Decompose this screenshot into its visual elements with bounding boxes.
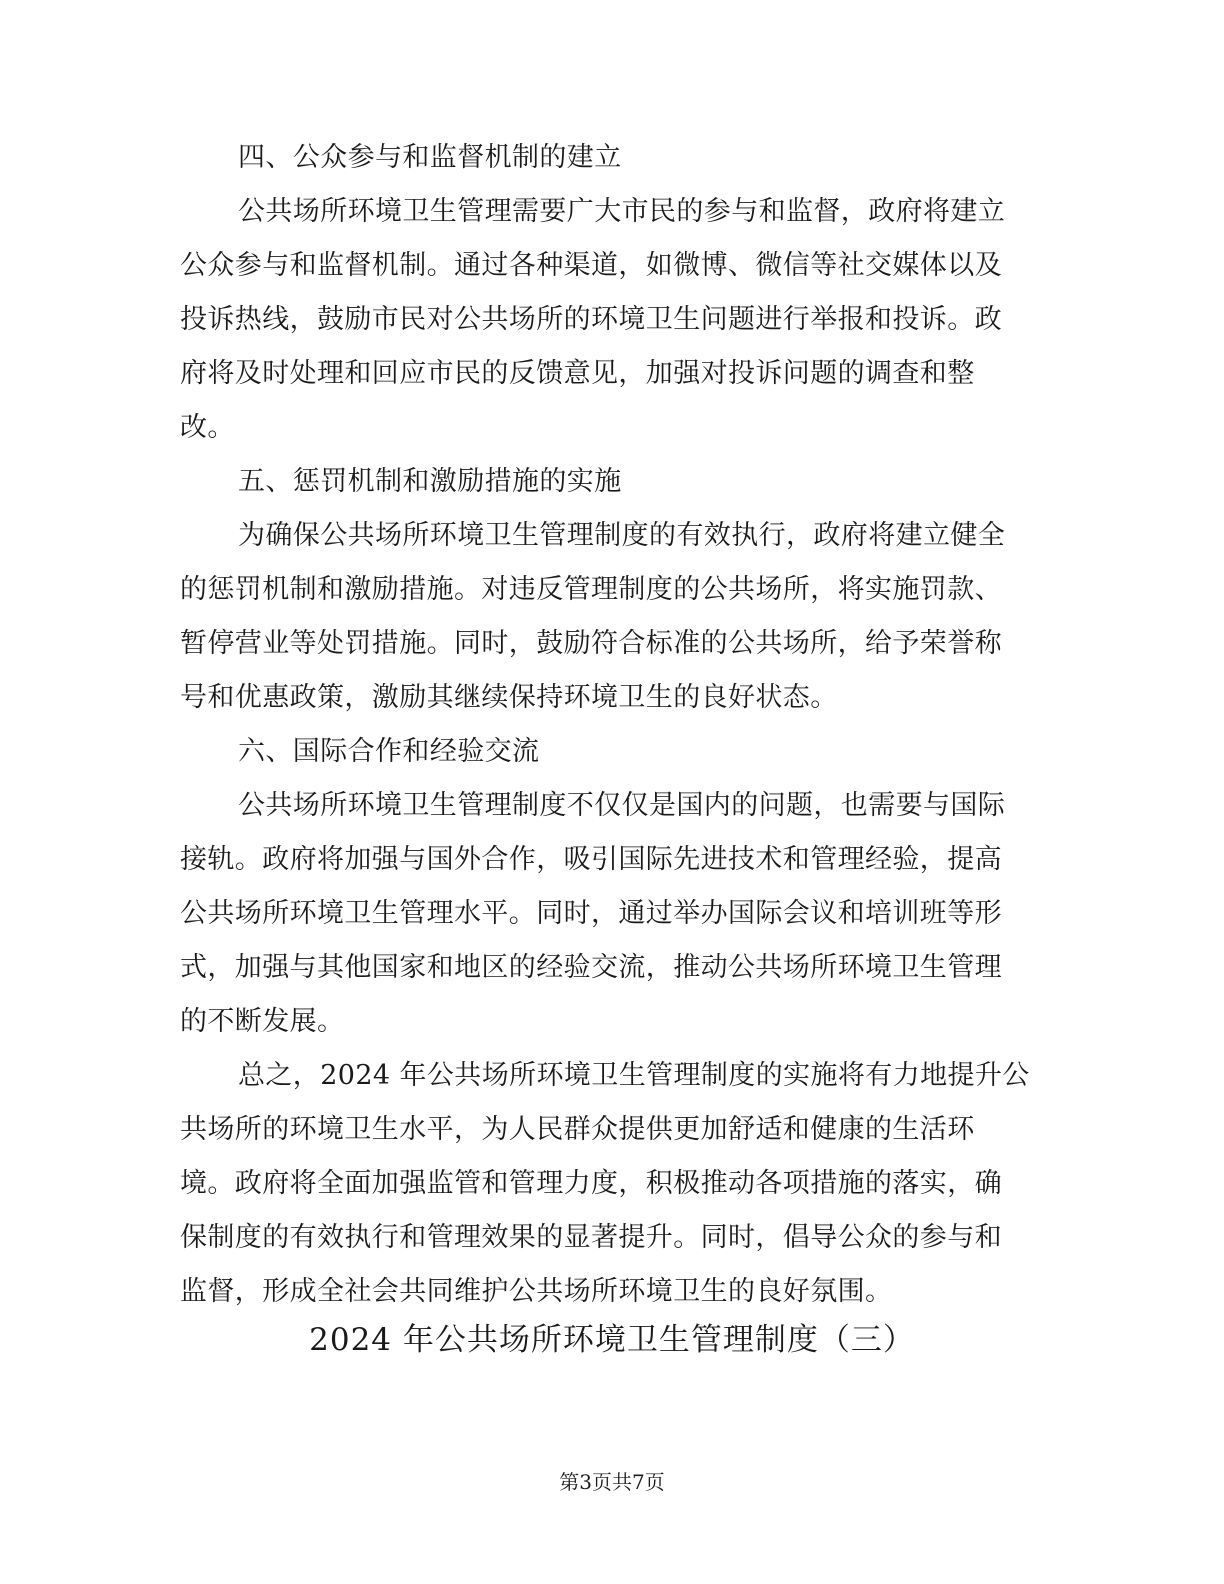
section-heading: 四、公众参与和监督机制的建立 <box>238 142 622 173</box>
page-number-footer: 第3页共7页 <box>559 1470 665 1494</box>
paragraph-line: 公共场所环境卫生管理需要广大市民的参与和监督，政府将建立 <box>238 196 1006 227</box>
paragraph-line: 式，加强与其他国家和地区的经验交流，推动公共场所环境卫生管理 <box>180 952 1002 983</box>
conclusion-line: 总之，2024 年公共场所环境卫生管理制度的实施将有力地提升公 <box>238 1060 1030 1091</box>
section-heading: 五、惩罚机制和激励措施的实施 <box>238 466 622 497</box>
conclusion-line: 境。政府将全面加强监管和管理力度，积极推动各项措施的落实，确 <box>180 1168 1002 1199</box>
paragraph-line: 府将及时处理和回应市民的反馈意见，加强对投诉问题的调查和整 <box>180 358 975 389</box>
paragraph-line: 的惩罚机制和激励措施。对违反管理制度的公共场所，将实施罚款、 <box>180 574 1002 605</box>
paragraph-line: 公众参与和监督机制。通过各种渠道，如微博、微信等社交媒体以及 <box>180 250 1002 281</box>
paragraph-line: 公共场所环境卫生管理制度不仅仅是国内的问题，也需要与国际 <box>238 790 1006 821</box>
paragraph-line: 公共场所环境卫生管理水平。同时，通过举办国际会议和培训班等形 <box>180 898 1002 929</box>
paragraph-line: 的不断发展。 <box>180 1006 345 1037</box>
conclusion-line: 共场所的环境卫生水平，为人民群众提供更加舒适和健康的生活环 <box>180 1114 975 1145</box>
conclusion-line: 监督，形成全社会共同维护公共场所环境卫生的良好氛围。 <box>180 1276 893 1307</box>
paragraph-line: 号和优惠政策，激励其继续保持环境卫生的良好状态。 <box>180 682 838 713</box>
paragraph-line: 接轨。政府将加强与国外合作，吸引国际先进技术和管理经验，提高 <box>180 844 1002 875</box>
paragraph-line: 投诉热线，鼓励市民对公共场所的环境卫生问题进行举报和投诉。政 <box>180 304 1002 335</box>
paragraph-line: 暂停营业等处罚措施。同时，鼓励符合标准的公共场所，给予荣誉称 <box>180 628 1002 659</box>
next-document-title: 2024 年公共场所环境卫生管理制度（三） <box>309 1322 915 1358</box>
paragraph-line: 改。 <box>180 412 235 443</box>
conclusion-line: 保制度的有效执行和管理效果的显著提升。同时，倡导公众的参与和 <box>180 1222 1002 1253</box>
section-heading: 六、国际合作和经验交流 <box>238 736 540 767</box>
document-body <box>180 131 1030 1319</box>
paragraph-line: 为确保公共场所环境卫生管理制度的有效执行，政府将建立健全 <box>238 520 1006 551</box>
